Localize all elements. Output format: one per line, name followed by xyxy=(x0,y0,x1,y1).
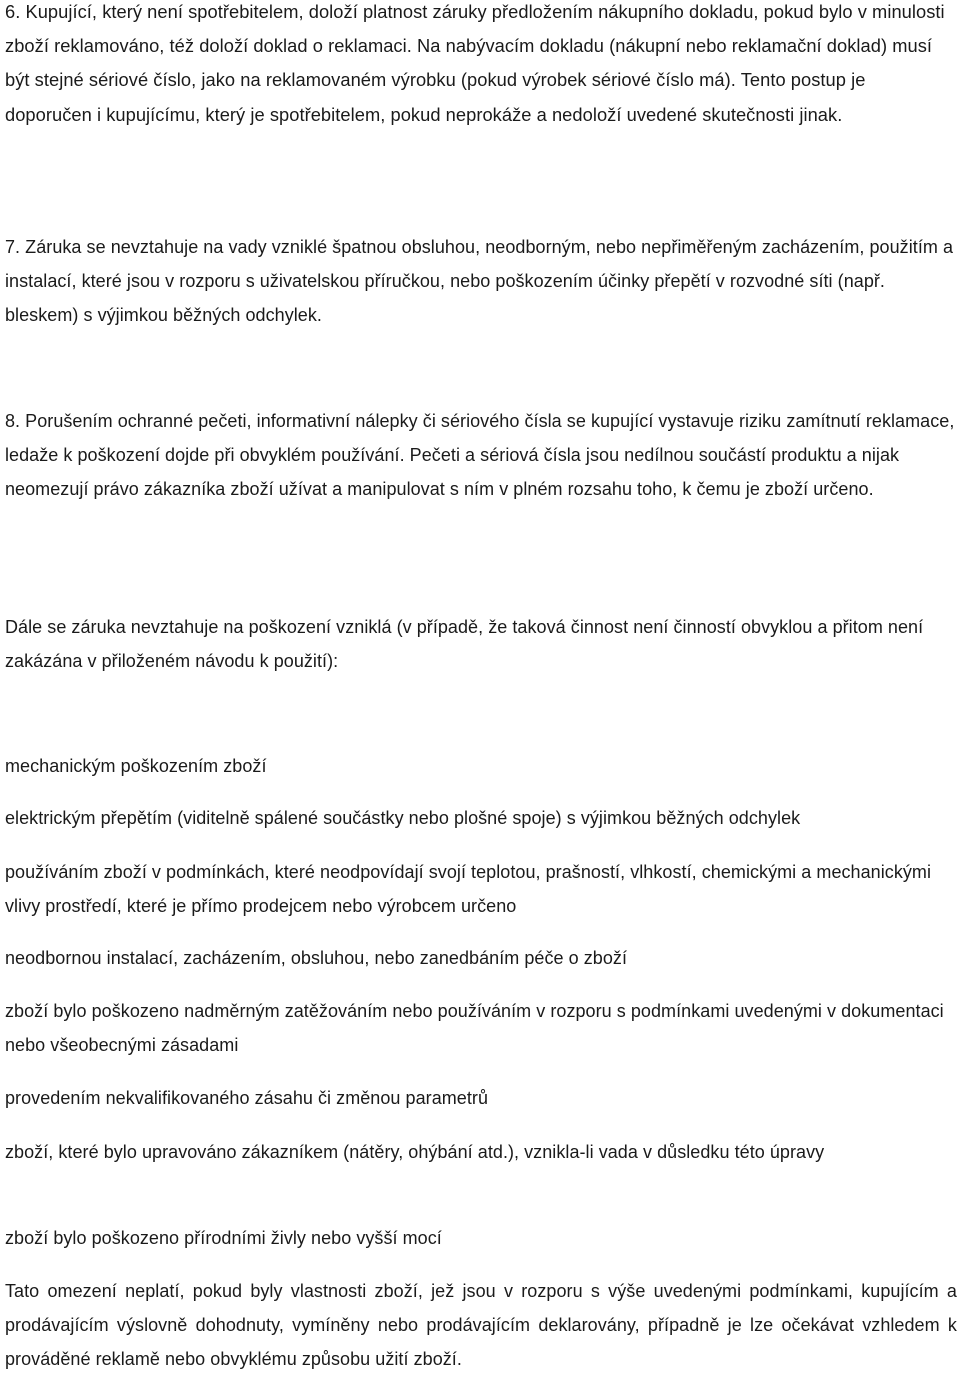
exclusion-item: používáním zboží v podmínkách, které neodpovídají svojí teplotou, prašností, vlhkostí, chemickými a mechanickými vlivy prostředí, které je přímo prodejcem nebo výrobcem určeno xyxy=(5,862,932,917)
exclusion-item: zboží bylo poškozeno přírodními živly nebo vyšší mocí xyxy=(5,1228,442,1248)
exclusion-item: neodbornou instalací, zacházením, obsluhou, nebo zanedbáním péče o zboží xyxy=(5,948,628,968)
exclusion-item: zboží, které bylo upravováno zákazníkem (nátěry, ohýbání atd.), vznikla-li vada v důsledku této úpravy xyxy=(5,1142,825,1162)
paragraph-8: 8. Porušením ochranné pečeti, informativní nálepky či sériového čísla se kupující vystavuje riziku zamítnutí reklamace, ledaže k poškození dojde při obvyklém používání. Pečeti a sériová čísla jsou nedílnou součástí produktu a nijak neomezují právo zákazníka zboží užívat a manipulovat s ním v plném rozsahu toho, k čemu je zboží určeno. xyxy=(5,411,955,500)
exclusion-item: mechanickým poškozením zboží xyxy=(5,756,267,776)
paragraph-6 xyxy=(5,0,957,132)
exclusions-intro: Dále se záruka nevztahuje na poškození vzniklá (v případě, že taková činnost není činností obvyklou a přitom není zakázána v přiloženém návodu k použití): xyxy=(5,617,924,672)
paragraph-6-part-a: 6. Kupující, který není spotřebitelem, doloží platnost záruky předložením nákupního dokladu, pokud bylo v minulosti zboží reklamováno, též doloží doklad o reklamaci. Na nabývacím dokladu (nákupní nebo reklamační doklad) musí být stejné sériové číslo, jako na reklamovaném výrobku (pokud výrobek sériové číslo má). xyxy=(5,1,945,91)
paragraph-7: 7. Záruka se nevztahuje na vady vzniklé špatnou obsluhou, neodborným, nebo nepřiměřeným zacházením, použitím a instalací, které jsou v rozporu s uživatelskou příručkou, nebo poškozením účinky přepětí v rozvodné síti (např. bleskem) s výjimkou běžných odchylek. xyxy=(5,237,954,326)
exclusion-item: elektrickým přepětím (viditelně spálené součástky nebo plošné spoje) s výjimkou běžných odchylek xyxy=(5,808,801,828)
exclusion-item: zboží bylo poškozeno nadměrným zatěžováním nebo používáním v rozporu s podmínkami uvedenými v dokumentaci nebo všeobecnými zásadami xyxy=(5,1001,944,1056)
closing-paragraph: Tato omezení neplatí, pokud byly vlastnosti zboží, jež jsou v rozporu s výše uvedenými podmínkami, kupujícím a prodávajícím výslovně dohodnuty, vymíněny nebo prodávajícím deklarovány, případně je lze očekávat vzhledem k prováděné reklamě nebo obvyklému způsobu užití zboží. xyxy=(5,1281,957,1370)
paragraph-6-part-b: Tento postup je doporučen i kupujícímu, který je spotřebitelem, pokud neprokáže a nedoloží uvedené skutečnosti jinak. xyxy=(5,69,866,125)
exclusion-item: provedením nekvalifikovaného zásahu či změnou parametrů xyxy=(5,1088,489,1108)
